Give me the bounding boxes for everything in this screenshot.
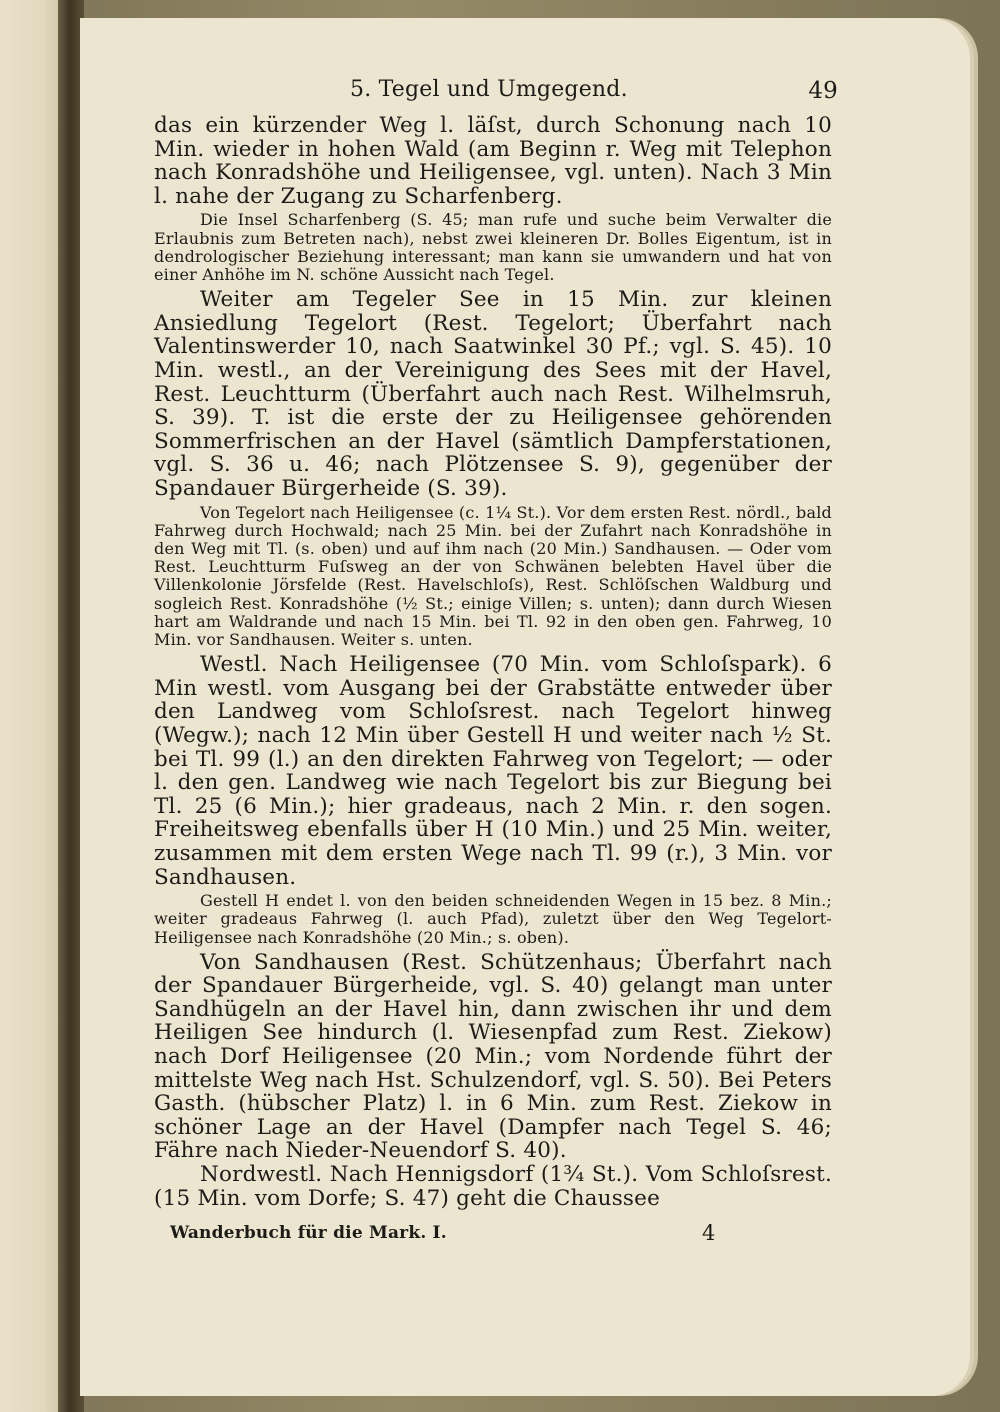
body-paragraph: Westl. Nach Heiligensee (70 Min. vom Schloſspark). 6 Min westl. vom Ausgang bei der Grabstätte entweder über den Landweg vom Schloſsrest. nach Tegelort hinweg (Wegw.); nach 12 Min über Gestell H und weiter nach ½ St. bei Tl. 99 (l.) an den direkten Fahrweg von Tegelort; — oder l. den gen. Landweg wie nach Tegelort bis zur Biegung bei Tl. 25 (6 Min.); hier gradeaus, nach 2 Min. r. den sogen. Freiheitsweg ebenfalls über H (10 Min.) und 25 Min. weiter, zusammen mit dem ersten Wege nach Tl. 99 (r.), 3 Min. vor Sandhausen.	[154, 652, 832, 890]
footer-book-title: Wanderbuch für die Mark. I.	[170, 1223, 447, 1244]
body-paragraph: Weiter am Tegeler See in 15 Min. zur kleinen Ansiedlung Tegelort (Rest. Tegelort; Überfahrt nach Valentinswerder 10, nach Saatwinkel 30 Pf.; vgl. S. 45). 10 Min. westl., an der Vereinigung des Sees mit der Havel, Rest. Leuchtturm (Überfahrt auch nach Rest. Wilhelmsruh, S. 39). T. ist die erste der zu Heiligensee gehörenden Sommerfrischen an der Havel (sämtlich Dampferstationen, vgl. S. 36 u. 46; nach Plötzensee S. 9), gegenüber der Spandauer Bürgerheide (S. 39).	[154, 287, 832, 501]
running-header	[154, 77, 838, 114]
facing-page-edge	[0, 0, 62, 1412]
body-paragraph: Nordwestl. Nach Hennigsdorf (1¾ St.). Vom Schloſsrest. (15 Min. vom Dorfe; S. 47) geht die Chaussee	[154, 1162, 832, 1211]
page-number: 49	[808, 78, 838, 104]
header-title: 5. Tegel und Umgegend.	[350, 77, 628, 102]
book-page	[80, 18, 970, 1396]
small-print-paragraph: Die Insel Scharfenberg (S. 45; man rufe und suche beim Verwalter die Erlaubnis zum Betreten nach), nebst zwei kleineren Dr. Bolles Eigentum, ist in dendrologischer Beziehung interessant; man kann sie umwandern und hat von einer Anhöhe im N. schöne Aussicht nach Tegel.	[154, 210, 832, 284]
body-paragraph: das ein kürzender Weg l. läſst, durch Schonung nach 10 Min. wieder in hohen Wald (am Beginn r. Weg mit Telephon nach Konradshöhe und Heiligensee, vgl. unten). Nach 3 Min l. nahe der Zugang zu Scharfenberg.	[154, 113, 832, 209]
small-print-paragraph: Gestell H endet l. von den beiden schneidenden Wegen in 15 bez. 8 Min.; weiter gradeaus Fahrweg (l. auch Pfad), zuletzt über den Weg Tegelort-Heiligensee nach Konradshöhe (20 Min.; s. oben).	[154, 891, 832, 947]
small-print-paragraph: Von Tegelort nach Heiligensee (c. 1¼ St.). Vor dem ersten Rest. nördl., bald Fahrweg durch Hochwald; nach 25 Min. bei der Zufahrt nach Konradshöhe in den Weg mit Tl. (s. oben) und auf ihm nach (20 Min.) Sandhausen. — Oder vom Rest. Leuchtturm Fuſsweg an der von Schwänen belebten Havel über die Villenkolonie Jörsfelde (Rest. Havelschloſs), Rest. Schlöſschen Waldburg und sogleich Rest. Konradshöhe (½ St.; einige Villen; s. unten); dann durch Wiesen hart am Waldrande und nach 15 Min. bei Tl. 92 in den oben gen. Fahrweg, 10 Min. vor Sandhausen. Weiter s. unten.	[154, 502, 832, 649]
page-text-block	[154, 77, 838, 1250]
signature-mark: 4	[702, 1221, 716, 1246]
body-paragraph: Von Sandhausen (Rest. Schützenhaus; Überfahrt nach der Spandauer Bürgerheide, vgl. S. 40) gelangt man unter Sandhügeln an der Havel hin, dann zwischen ihr und dem Heiligen See hindurch (l. Wiesenpfad zum Rest. Ziekow) nach Dorf Heiligensee (20 Min.; vom Nordende führt der mittelste Weg nach Hst. Schulzendorf, vgl. S. 50). Bei Peters Gasth. (hübscher Platz) l. in 6 Min. zum Rest. Ziekow in schöner Lage an der Havel (Dampfer nach Tegel S. 46; Fähre nach Nieder-Neuendorf S. 40).	[154, 949, 832, 1164]
page-footer	[154, 1222, 832, 1250]
